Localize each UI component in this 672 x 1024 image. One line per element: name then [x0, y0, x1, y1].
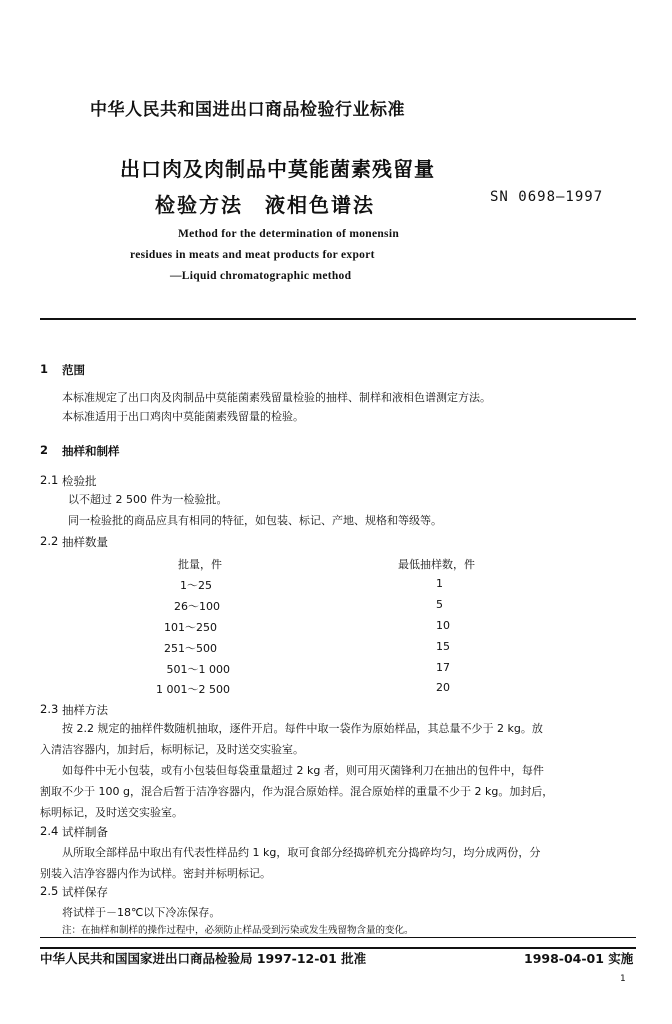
table-cell-count: 1	[436, 577, 443, 590]
table-cell-lot: 1～25	[180, 579, 212, 592]
english-title-line-1: Method for the determination of monensin	[178, 228, 400, 240]
section-2-1-number: 2.1	[40, 473, 59, 487]
section-2-5-number: 2.5	[40, 884, 59, 898]
table-header-min-samples: 最低抽样数，件	[398, 558, 475, 571]
table-cell-lot: 26～100	[174, 600, 220, 613]
section-2-2-title: 抽样数量	[62, 535, 108, 549]
document-title-line-2: 检验方法 液相色谱法	[155, 193, 375, 217]
table-cell-lot: 501～1 000	[166, 663, 230, 676]
table-cell-lot: 101～250	[164, 621, 217, 634]
section-2-3-title: 抽样方法	[62, 703, 108, 717]
section-2-5-title: 试样保存	[62, 885, 108, 899]
table-cell-count: 15	[436, 640, 450, 653]
section-1-paragraph-1: 本标准规定了出口肉及肉制品中莫能菌素残留量检验的抽样、制样和液相色谱测定方法。	[62, 391, 491, 404]
table-cell-count: 17	[436, 661, 450, 674]
standard-number: SN 0698—1997	[490, 189, 604, 205]
english-title-line-3: —Liquid chromatographic method	[170, 270, 352, 282]
section-2-2-number: 2.2	[40, 534, 59, 548]
section-2-5-paragraph: 将试样于－18℃以下冷冻保存。	[62, 906, 221, 919]
page-number: 1	[620, 974, 626, 984]
approval-statement: 中华人民共和国国家进出口商品检验局 1997-12-01 批准	[40, 951, 367, 966]
section-2-3-paragraph-2-line-1: 如每件中无小包装，或有小包装但每袋重量超过 2 kg 者，则可用灭菌锋利刀在抽出的包件中，每件	[62, 764, 544, 777]
standard-type: 中华人民共和国进出口商品检验行业标准	[90, 100, 405, 120]
section-2-1-title: 检验批	[62, 474, 97, 488]
section-2-1-paragraph-2: 同一检验批的商品应具有相同的特征，如包装、标记、产地、规格和等级等。	[68, 514, 442, 527]
implementation-date: 1998-04-01 实施	[524, 951, 634, 966]
section-2-title: 抽样和制样	[62, 444, 120, 458]
section-2-3-number: 2.3	[40, 702, 59, 716]
table-cell-lot: 251～500	[164, 642, 217, 655]
document-title-line-1: 出口肉及肉制品中莫能菌素残留量	[120, 157, 435, 181]
section-2-number: 2	[40, 443, 49, 457]
table-cell-count: 20	[436, 681, 450, 694]
footnote-divider	[40, 937, 636, 938]
section-1-number: 1	[40, 362, 49, 376]
section-1-title: 范围	[62, 363, 85, 377]
section-2-3-paragraph-1-line-2: 入清洁容器内，加封后，标明标记，及时送交实验室。	[40, 743, 304, 756]
section-2-4-paragraph-line-2: 别装入洁净容器内作为试样。密封并标明标记。	[40, 867, 271, 880]
section-2-3-paragraph-2-line-3: 标明标记，及时送交实验室。	[40, 806, 183, 819]
table-cell-lot: 1 001～2 500	[156, 683, 230, 696]
section-1-paragraph-2: 本标准适用于出口鸡肉中莫能菌素残留量的检验。	[62, 410, 304, 423]
table-cell-count: 10	[436, 619, 450, 632]
section-2-4-paragraph-line-1: 从所取全部样品中取出有代表性样品约 1 kg，取可食部分经捣碎机充分捣碎均匀，均分成两份，分	[62, 846, 541, 859]
section-2-3-paragraph-2-line-2: 割取不少于 100 g，混合后暂于洁净容器内，作为混合原始样。混合原始样的重量不少于 2 kg。加封后，	[40, 785, 554, 798]
footnote: 注：在抽样和制样的操作过程中，必须防止样品受到污染或发生残留物含量的变化。	[62, 925, 414, 936]
table-header-lot-size: 批量，件	[178, 558, 222, 571]
section-2-4-number: 2.4	[40, 824, 59, 838]
section-2-1-paragraph-1: 以不超过 2 500 件为一检验批。	[68, 493, 228, 506]
table-cell-count: 5	[436, 598, 443, 611]
english-title-line-2: residues in meats and meat products for export	[130, 249, 375, 261]
header-divider	[40, 318, 636, 320]
section-2-3-paragraph-1-line-1: 按 2.2 规定的抽样件数随机抽取，逐件开启。每件中取一袋作为原始样品，其总量不少于 2 kg。放	[62, 722, 543, 735]
section-2-4-title: 试样制备	[62, 825, 108, 839]
